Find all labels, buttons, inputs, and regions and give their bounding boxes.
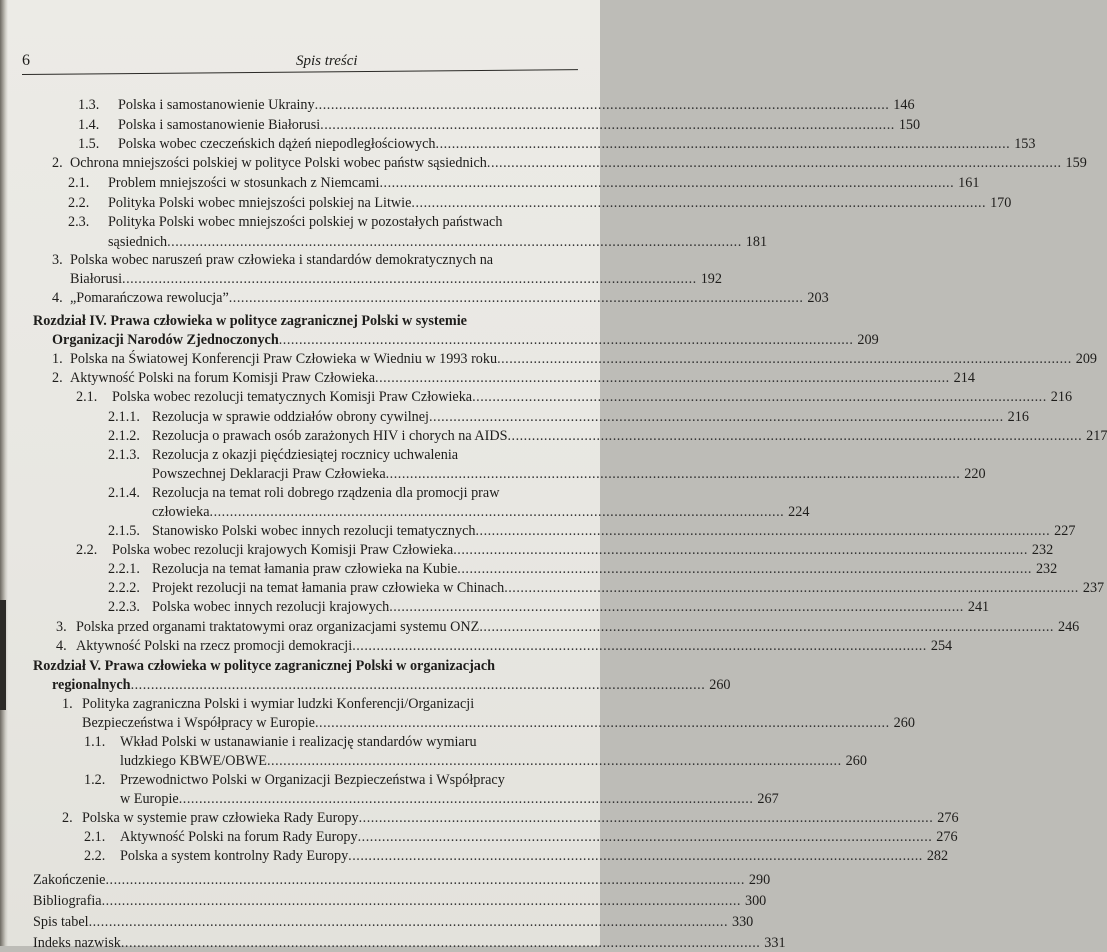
entry-title: Polska na Światowej Konferencji Praw Człowieka w Wiedniu w 1993 roku: [70, 351, 498, 367]
entry-title: Ochrona mniejszości polskiej w polityce Polski wobec państw sąsiednich: [70, 155, 487, 171]
entry-title: Aktywność Polski na forum Komisji Praw Człowieka: [70, 370, 376, 386]
toc-entry-continued: [0, 270, 722, 288]
dot-leader: ..............................................................................................................................................: [411, 195, 987, 211]
entry-number: 2.: [52, 155, 63, 171]
toc-entry: [0, 618, 1080, 636]
entry-title: Polska wobec rezolucji tematycznych Komisji Praw Człowieka: [112, 389, 473, 405]
toc-entry: [0, 934, 786, 952]
entry-page: 331: [764, 935, 786, 951]
dot-leader: ..............................................................................................................................................: [314, 715, 890, 731]
dot-leader: ..............................................................................................................................................: [278, 332, 854, 348]
entry-page: 214: [953, 370, 975, 386]
entry-page: 150: [898, 117, 921, 133]
entry-page: 209: [857, 332, 879, 348]
dot-leader: ..............................................................................................................................................................: [101, 893, 741, 909]
entry-page: 192: [700, 271, 722, 287]
entry-title: Spis tabel: [33, 914, 89, 930]
toc-entry: [0, 350, 1098, 368]
dot-leader: ..............................................................................................................................................: [266, 753, 842, 769]
entry-page: 232: [1031, 542, 1054, 558]
entry-page: 224: [788, 504, 810, 520]
dot-leader: ..............................................................................................................................................: [320, 117, 895, 133]
entry-page: 216: [1007, 409, 1029, 425]
dot-leader: ..............................................................................................................................................: [435, 136, 1011, 152]
toc-entry: [0, 446, 600, 464]
toc-entry: [0, 96, 915, 114]
entry-title: Polska wobec innych rezolucji krajowych: [152, 599, 390, 615]
dot-leader: ..............................................................................................................................................: [472, 389, 1047, 405]
toc-entry: [0, 522, 1076, 540]
entry-number: 2.1.5.: [108, 523, 140, 539]
entry-page: 241: [967, 599, 990, 615]
chapter-title-line2: regionalnych: [52, 677, 131, 693]
dot-leader: ..............................................................................................................................................: [457, 561, 1032, 577]
toc-entry: [0, 484, 600, 502]
entry-title: Rezolucja w sprawie oddziałów obrony cywilnej: [152, 409, 429, 425]
dot-leader: ..............................................................................................................................................: [178, 791, 754, 807]
dot-leader: ..............................................................................................................................................: [453, 542, 1028, 558]
toc-entry-continued: [0, 503, 810, 521]
entry-title: Przewodnictwo Polski w Organizacji Bezpieczeństwa i Współpracy: [120, 772, 505, 788]
toc-entry: [0, 771, 600, 789]
entry-page: 159: [1065, 155, 1087, 171]
toc-entry: [0, 695, 600, 713]
dot-leader: ..............................................................................................................................................: [497, 351, 1072, 367]
toc-entry: [0, 251, 600, 269]
dot-leader: ..............................................................................................................................................: [385, 466, 961, 482]
entry-page: 217: [1086, 428, 1107, 444]
toc-entry: [0, 369, 975, 387]
entry-title: Rezolucja z okazji pięćdziesiątej rocznicy uchwalenia: [152, 447, 459, 463]
entry-page: 260: [845, 753, 867, 769]
dot-leader: ..............................................................................................................................................: [314, 97, 890, 113]
chapter-heading: [0, 657, 600, 675]
dot-leader: ..............................................................................................................................................: [348, 848, 923, 864]
toc-entry-continued: [0, 233, 768, 251]
dot-leader: ..............................................................................................................................................: [209, 504, 785, 520]
entry-number: 2.1.4.: [108, 485, 140, 501]
toc-entry: [0, 541, 1054, 559]
entry-page: 227: [1054, 523, 1076, 539]
toc-entry: [0, 809, 959, 827]
entry-number: 2.1.: [68, 175, 90, 191]
toc-entry: [0, 637, 953, 655]
entry-page: 276: [937, 810, 959, 826]
toc-entry: [0, 828, 958, 846]
entry-number: 1.3.: [78, 97, 100, 113]
entry-page: 330: [731, 914, 754, 930]
dot-leader: ..............................................................................................................................................: [352, 638, 927, 654]
toc-entry: [0, 213, 600, 231]
entry-number: 4.: [56, 638, 67, 654]
dot-leader: ..............................................................................................................................................: [486, 155, 1062, 171]
entry-page: 254: [930, 638, 953, 654]
entry-number: 2.: [62, 810, 73, 826]
entry-title: Indeks nazwisk: [33, 935, 121, 951]
chapter-title-line2: Organizacji Narodów Zjednoczonych: [52, 332, 279, 348]
entry-title: Rezolucja o prawach osób zarażonych HIV i chorych na AIDS: [152, 428, 508, 444]
entry-number: 2.1.1.: [108, 409, 140, 425]
dot-leader: ..............................................................................................................................................: [379, 175, 955, 191]
chapter-title: Rozdział V. Prawa człowieka w polityce zagranicznej Polski w organizacjach: [33, 658, 496, 674]
entry-page: 153: [1014, 136, 1036, 152]
toc-entry-continued: [0, 790, 779, 808]
entry-page: 209: [1075, 351, 1098, 367]
toc-entry: [0, 560, 1058, 578]
toc-entry: [0, 174, 980, 192]
entry-page: 276: [936, 829, 958, 845]
entry-title: Polska wobec rezolucji krajowych Komisji Praw Człowieka: [112, 542, 454, 558]
dot-leader: ..............................................................................................................................................................: [105, 872, 745, 888]
entry-title-line2: Powszechnej Deklaracji Praw Człowieka: [152, 466, 386, 482]
entry-title: Bibliografia: [33, 893, 102, 909]
entry-number: 3.: [56, 619, 67, 635]
chapter-heading-continued: [0, 331, 879, 349]
entry-number: 2.2.2.: [108, 580, 140, 596]
entry-title: Zakończenie: [33, 872, 106, 888]
toc-entry: [0, 598, 990, 616]
entry-number: 2.2.1.: [108, 561, 140, 577]
entry-title: Wkład Polski w ustanawianie i realizację standardów wymiaru: [120, 734, 477, 750]
entry-title: Aktywność Polski na forum Rady Europy: [120, 829, 358, 845]
dot-leader: ..............................................................................................................................................: [507, 428, 1083, 444]
entry-page: 290: [748, 872, 771, 888]
entry-number: 2.2.: [84, 848, 106, 864]
entry-title: Polska w systemie praw człowieka Rady Europy: [82, 810, 359, 826]
entry-number: 1.1.: [84, 734, 106, 750]
entry-title-line2: ludzkiego KBWE/OBWE: [120, 753, 267, 769]
entry-number: 3.: [52, 252, 63, 268]
entry-title: Rezolucja na temat roli dobrego rządzenia dla promocji praw: [152, 485, 500, 501]
entry-title-line2: w Europie: [120, 791, 179, 807]
entry-page: 260: [709, 677, 731, 693]
entry-number: 1.: [52, 351, 63, 367]
dot-leader: ..............................................................................................................................................................: [88, 914, 728, 930]
entry-page: 237: [1082, 580, 1105, 596]
entry-page: 220: [964, 466, 986, 482]
entry-title: Polska wobec czeczeńskich dążeń niepodległościowych: [118, 136, 436, 152]
entry-title: Polityka Polski wobec mniejszości polskiej na Litwie: [108, 195, 412, 211]
entry-page: 203: [807, 290, 829, 306]
entry-number: 2.1.3.: [108, 447, 140, 463]
entry-title: Rezolucja na temat łamania praw człowieka na Kubie: [152, 561, 458, 577]
chapter-heading-continued: [0, 676, 731, 694]
toc-entry: [0, 408, 1029, 426]
entry-title-line2: sąsiednich: [108, 234, 168, 250]
entry-page: 161: [958, 175, 980, 191]
entry-page: 181: [745, 234, 768, 250]
entry-title: Aktywność Polski na rzecz promocji demokracji: [76, 638, 353, 654]
dot-leader: ..............................................................................................................................................: [479, 619, 1054, 635]
toc-entry-continued: [0, 465, 986, 483]
entry-title: Polska przed organami traktatowymi oraz organizacjami systemu ONZ: [76, 619, 480, 635]
dot-leader: ..............................................................................................................................................: [130, 677, 706, 693]
entry-title-line2: Bezpieczeństwa i Współpracy w Europie: [82, 715, 315, 731]
entry-page: 170: [990, 195, 1012, 211]
entry-title-line2: człowieka: [152, 504, 210, 520]
toc-entry-continued: [0, 752, 867, 770]
entry-number: 4.: [52, 290, 63, 306]
entry-number: 1.: [62, 696, 73, 712]
entry-number: 1.4.: [78, 117, 100, 133]
toc-entry: [0, 579, 1105, 597]
toc-entry: [0, 892, 767, 910]
toc-entry: [0, 913, 754, 931]
toc-entry: [0, 135, 1036, 153]
dot-leader: ..............................................................................................................................................: [167, 234, 742, 250]
entry-title: Polska i samostanowienie Białorusi: [118, 117, 321, 133]
dot-leader: ..............................................................................................................................................: [357, 829, 933, 845]
page-number: 6: [22, 52, 30, 69]
entry-title: Polityka zagraniczna Polski i wymiar ludzki Konferencji/Organizacji: [82, 696, 475, 712]
entry-title: Polityka Polski wobec mniejszości polskiej w pozostałych państwach: [108, 214, 503, 230]
entry-title: Projekt rezolucji na temat łamania praw człowieka w Chinach: [152, 580, 505, 596]
entry-title: „Pomarańczowa rewolucja”: [70, 290, 229, 306]
chapter-heading: [0, 312, 600, 330]
toc-entry: [0, 388, 1073, 406]
toc-entry: [0, 194, 1012, 212]
dot-leader: ..............................................................................................................................................................: [120, 935, 761, 951]
toc-entry: [0, 289, 829, 307]
toc-entry: [0, 116, 921, 134]
entry-page: 246: [1057, 619, 1080, 635]
entry-page: 282: [926, 848, 949, 864]
entry-page: 260: [893, 715, 915, 731]
entry-number: 2.: [52, 370, 63, 386]
entry-page: 216: [1050, 389, 1073, 405]
entry-title: Stanowisko Polski wobec innych rezolucji tematycznych: [152, 523, 476, 539]
toc-entry: [0, 427, 1107, 445]
entry-page: 300: [744, 893, 767, 909]
chapter-title: Rozdział IV. Prawa człowieka w polityce zagranicznej Polski w systemie: [33, 313, 467, 329]
dot-leader: ..............................................................................................................................................: [228, 290, 804, 306]
toc-entry-continued: [0, 714, 915, 732]
dot-leader: ..............................................................................................................................................: [504, 580, 1079, 596]
dot-leader: ..............................................................................................................................................: [122, 271, 697, 287]
entry-number: 2.1.: [84, 829, 106, 845]
entry-page: 232: [1035, 561, 1058, 577]
dot-leader: ..............................................................................................................................................: [375, 370, 950, 386]
entry-number: 1.2.: [84, 772, 106, 788]
toc-entry: [0, 154, 1087, 172]
toc-entry: [0, 733, 600, 751]
entry-number: 2.3.: [68, 214, 90, 230]
dot-leader: ..............................................................................................................................................: [428, 409, 1004, 425]
dot-leader: ..............................................................................................................................................: [475, 523, 1051, 539]
running-title: Spis treści: [296, 53, 358, 69]
entry-number: 2.1.2.: [108, 428, 140, 444]
entry-number: 2.2.3.: [108, 599, 140, 615]
entry-page: 146: [893, 97, 915, 113]
entry-number: 1.5.: [78, 136, 100, 152]
dot-leader: ..............................................................................................................................................: [358, 810, 934, 826]
entry-title-line2: Białorusi: [70, 271, 123, 287]
entry-number: 2.2.: [68, 195, 90, 211]
entry-number: 2.1.: [76, 389, 98, 405]
entry-number: 2.2.: [76, 542, 98, 558]
entry-title: Polska i samostanowienie Ukrainy: [118, 97, 315, 113]
entry-title: Problem mniejszości w stosunkach z Niemcami: [108, 175, 380, 191]
dot-leader: ..............................................................................................................................................: [389, 599, 964, 615]
entry-title: Polska wobec naruszeń praw człowieka i standardów demokratycznych na: [70, 252, 494, 268]
entry-title: Polska a system kontrolny Rady Europy: [120, 848, 349, 864]
entry-page: 267: [757, 791, 779, 807]
toc-entry: [0, 847, 949, 865]
toc-entry: [0, 871, 771, 889]
